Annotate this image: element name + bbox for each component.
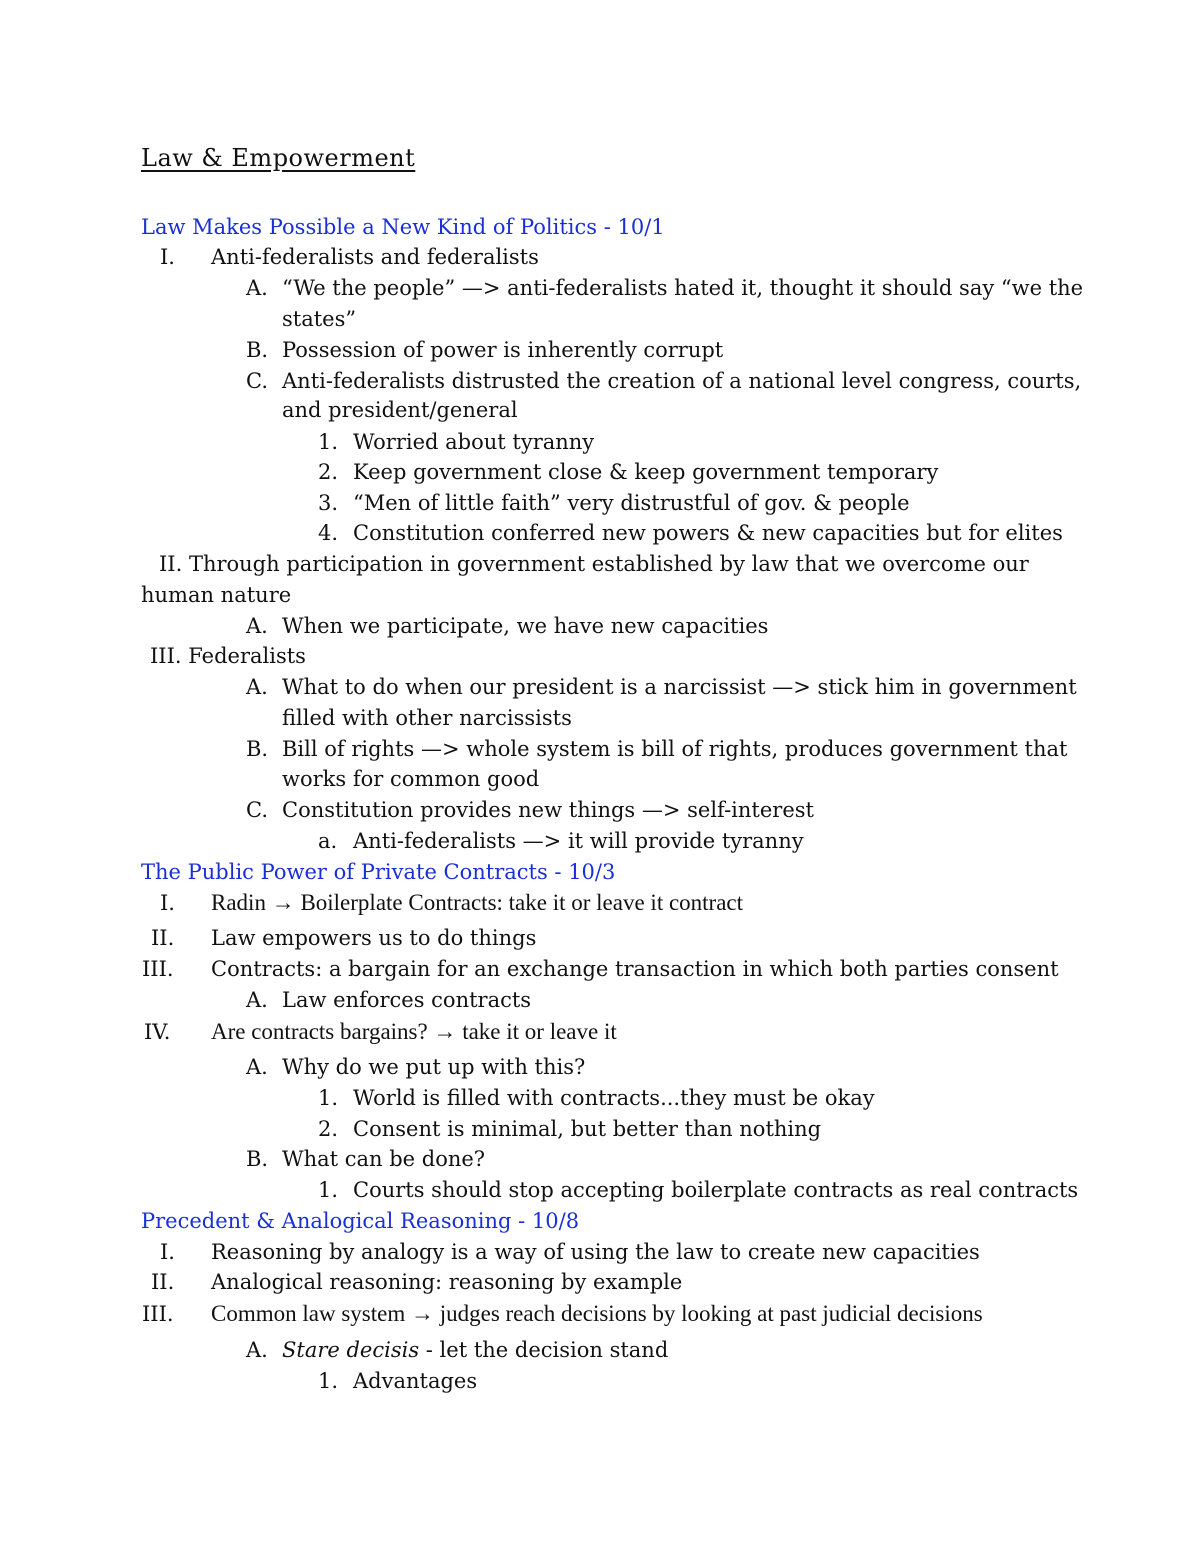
outline-marker: C. [246,798,268,822]
outline-marker: I. [160,1240,175,1264]
outline-marker: 2. [318,1117,339,1141]
outline-text: Are contracts bargains? → take it or leave it [211,1019,617,1044]
outline-marker: A. [246,988,268,1012]
outline-text: Keep government close & keep government temporary [353,460,939,484]
outline-text: Anti-federalists and federalists [211,245,539,269]
outline-text: Why do we put up with this? [282,1055,586,1079]
outline-marker: IV. [144,1020,171,1044]
outline-text: What can be done? [282,1147,486,1171]
outline-text: World is filled with contracts...they must be okay [353,1086,875,1110]
outline-text: Law enforces contracts [282,988,532,1012]
outline-marker: II. [151,1270,175,1294]
outline-text: II. Through participation in government established by law that we overcome our [159,552,1029,576]
outline-text [282,1335,668,1365]
outline-text: III. Federalists [150,644,306,668]
outline-marker: I. [160,891,175,915]
outline-marker: III. [142,957,174,981]
section-heading: The Public Power of Private Contracts - 10/3 [141,860,616,884]
outline-marker: 1. [318,1178,339,1202]
outline-text: works for common good [282,767,540,791]
outline-marker: A. [246,276,268,300]
outline-text: Radin → Boilerplate Contracts: take it or leave it contract [211,890,744,915]
outline-marker: A. [246,1338,268,1362]
outline-marker: 1. [318,1369,339,1393]
outline-text-rest: - let the decision stand [419,1338,669,1362]
outline-marker: a. [318,829,338,853]
document-title: Law & Empowerment [141,144,416,172]
outline-marker: A. [246,614,268,638]
outline-text: Common law system → judges reach decisions by looking at past judicial decisions [211,1301,983,1326]
outline-marker: 1. [318,430,339,454]
section-heading: Law Makes Possible a New Kind of Politics - 10/1 [141,215,665,239]
outline-text: and president/general [282,398,518,422]
outline-text: “Men of little faith” very distrustful of gov. & people [353,491,910,515]
outline-marker: 1. [318,1086,339,1110]
outline-marker: 4. [318,521,339,545]
section-heading: Precedent & Analogical Reasoning - 10/8 [141,1209,580,1233]
outline-text: What to do when our president is a narcissist —> stick him in government [282,675,1077,699]
outline-text: Bill of rights —> whole system is bill of rights, produces government that [282,737,1068,761]
outline-text: Contracts: a bargain for an exchange transaction in which both parties consent [211,957,1059,981]
outline-marker: B. [246,338,269,362]
outline-text: Reasoning by analogy is a way of using the law to create new capacities [211,1240,980,1264]
outline-text: Law empowers us to do things [211,926,537,950]
outline-text: Anti-federalists —> it will provide tyranny [353,829,804,853]
outline-text: filled with other narcissists [282,706,572,730]
outline-text: When we participate, we have new capacities [282,614,769,638]
outline-marker: A. [246,675,268,699]
outline-text: Advantages [353,1369,478,1393]
outline-text: “We the people” —> anti-federalists hated it, thought it should say “we the [282,276,1084,300]
outline-marker: 3. [318,491,339,515]
outline-text: human nature [141,583,292,607]
outline-text: Anti-federalists distrusted the creation of a national level congress, courts, [282,369,1082,393]
outline-text: Constitution conferred new powers & new capacities but for elites [353,521,1063,545]
outline-text: Analogical reasoning: reasoning by example [211,1270,683,1294]
outline-marker: II. [151,926,175,950]
outline-marker: C. [246,369,268,393]
outline-text: Possession of power is inherently corrupt [282,338,724,362]
outline-marker: B. [246,1147,269,1171]
outline-marker: B. [246,737,269,761]
outline-marker: I. [160,245,175,269]
outline-text: Consent is minimal, but better than nothing [353,1117,822,1141]
outline-marker: III. [142,1302,174,1326]
outline-text: Worried about tyranny [353,430,595,454]
outline-text: states” [282,307,357,331]
latin-term: Stare decisis [282,1338,420,1362]
outline-text: Constitution provides new things —> self-interest [282,798,814,822]
outline-marker: 2. [318,460,339,484]
outline-marker: A. [246,1055,268,1079]
outline-text: Courts should stop accepting boilerplate contracts as real contracts [353,1178,1079,1202]
